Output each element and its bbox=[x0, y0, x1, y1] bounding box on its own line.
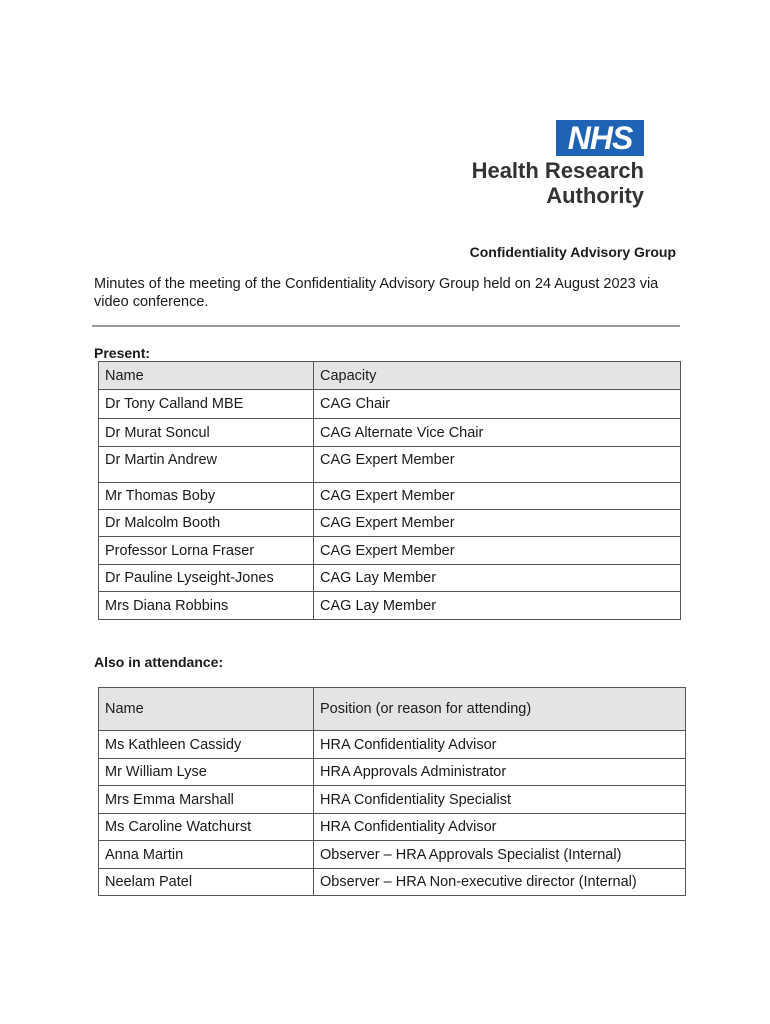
table-row bbox=[99, 565, 681, 592]
table-row bbox=[99, 869, 686, 896]
capacity-cell: CAG Expert Member bbox=[314, 483, 681, 510]
position-cell: Observer – HRA Approvals Specialist (Internal) bbox=[314, 841, 686, 869]
present-table bbox=[98, 361, 681, 620]
table-row bbox=[99, 814, 686, 841]
table-row bbox=[99, 419, 681, 447]
position-cell: HRA Confidentiality Advisor bbox=[314, 731, 686, 759]
position-cell: HRA Confidentiality Specialist bbox=[314, 786, 686, 814]
name-cell: Mr Thomas Boby bbox=[99, 483, 314, 510]
name-cell: Mrs Emma Marshall bbox=[99, 786, 314, 814]
name-cell: Dr Pauline Lyseight-Jones bbox=[99, 565, 314, 592]
table-row bbox=[99, 786, 686, 814]
attendance-table bbox=[98, 687, 686, 896]
divider bbox=[92, 325, 680, 327]
table-row bbox=[99, 841, 686, 869]
position-cell: HRA Confidentiality Advisor bbox=[314, 814, 686, 841]
name-cell: Ms Kathleen Cassidy bbox=[99, 731, 314, 759]
org-name bbox=[472, 158, 644, 208]
hra-logo bbox=[452, 120, 644, 212]
table-row bbox=[99, 447, 681, 483]
column-header-name: Name bbox=[99, 362, 314, 390]
table-row bbox=[99, 731, 686, 759]
capacity-cell: CAG Chair bbox=[314, 390, 681, 419]
table-row bbox=[99, 483, 681, 510]
table-header-row bbox=[99, 362, 681, 390]
name-cell: Professor Lorna Fraser bbox=[99, 537, 314, 565]
capacity-cell: CAG Expert Member bbox=[314, 447, 681, 483]
name-cell: Dr Malcolm Booth bbox=[99, 510, 314, 537]
attendance-heading: Also in attendance: bbox=[94, 654, 224, 670]
name-cell: Dr Martin Andrew bbox=[99, 447, 314, 483]
name-cell: Ms Caroline Watchurst bbox=[99, 814, 314, 841]
name-cell: Mr William Lyse bbox=[99, 759, 314, 786]
capacity-cell: CAG Expert Member bbox=[314, 510, 681, 537]
name-cell: Mrs Diana Robbins bbox=[99, 592, 314, 620]
name-cell: Dr Murat Soncul bbox=[99, 419, 314, 447]
position-cell: Observer – HRA Non-executive director (Internal) bbox=[314, 869, 686, 896]
org-name-line2: Authority bbox=[546, 183, 644, 208]
name-cell: Anna Martin bbox=[99, 841, 314, 869]
column-header-position: Position (or reason for attending) bbox=[314, 688, 686, 731]
column-header-capacity: Capacity bbox=[314, 362, 681, 390]
table-row bbox=[99, 510, 681, 537]
capacity-cell: CAG Alternate Vice Chair bbox=[314, 419, 681, 447]
position-cell: HRA Approvals Administrator bbox=[314, 759, 686, 786]
org-name-line1: Health Research bbox=[471, 158, 644, 183]
column-header-name: Name bbox=[99, 688, 314, 731]
name-cell: Dr Tony Calland MBE bbox=[99, 390, 314, 419]
capacity-cell: CAG Expert Member bbox=[314, 537, 681, 565]
table-row bbox=[99, 537, 681, 565]
table-row bbox=[99, 759, 686, 786]
capacity-cell: CAG Lay Member bbox=[314, 592, 681, 620]
group-title: Confidentiality Advisory Group bbox=[469, 244, 676, 260]
table-header-row bbox=[99, 688, 686, 731]
name-cell: Neelam Patel bbox=[99, 869, 314, 896]
present-heading: Present: bbox=[94, 345, 151, 361]
table-row bbox=[99, 592, 681, 620]
intro-paragraph: Minutes of the meeting of the Confidentiality Advisory Group held on 24 August 2023 via video conference. bbox=[94, 276, 659, 310]
capacity-cell: CAG Lay Member bbox=[314, 565, 681, 592]
nhs-logo-badge: NHS bbox=[556, 120, 644, 156]
table-row bbox=[99, 390, 681, 419]
